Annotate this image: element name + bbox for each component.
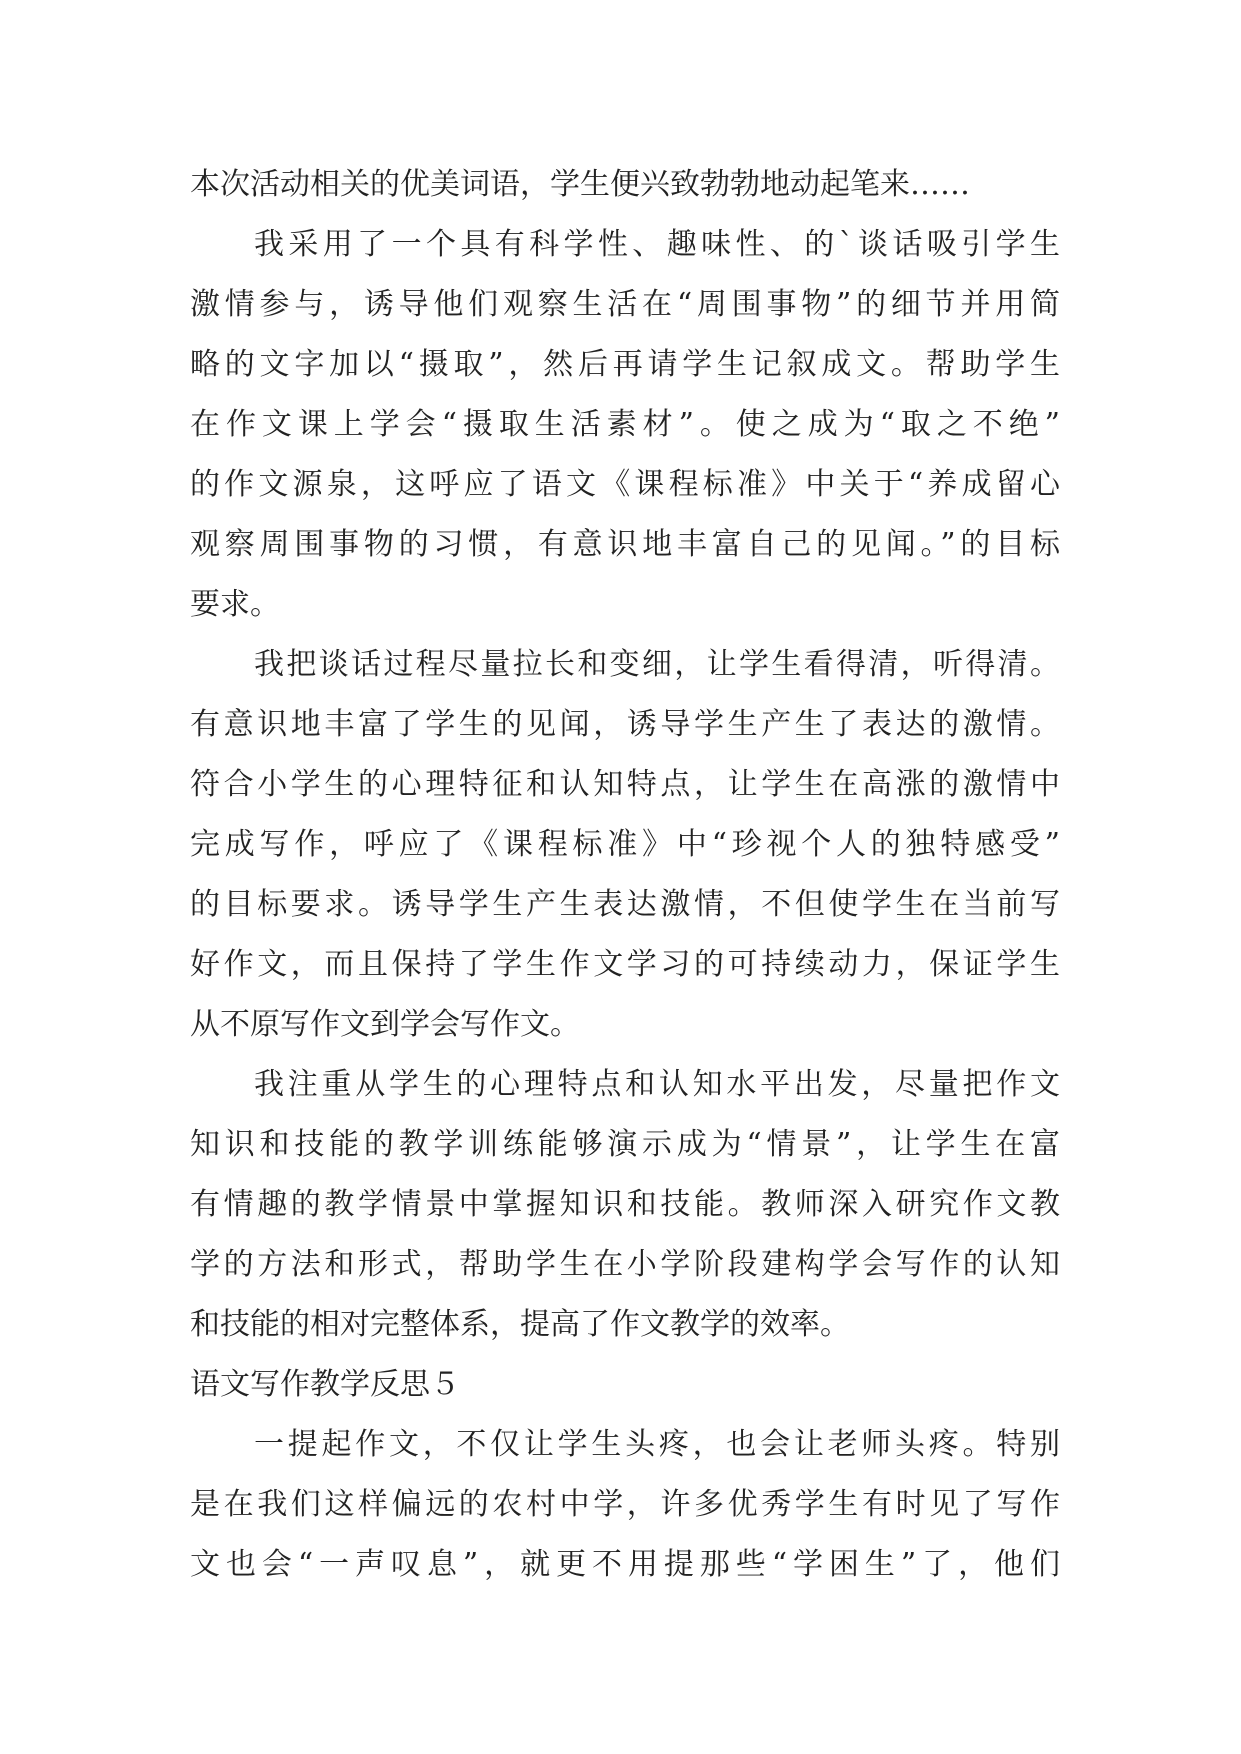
paragraph-continuation xyxy=(190,155,1060,215)
section-heading: 语文写作教学反思５ xyxy=(190,1367,460,1402)
text-line: 一提起作文，不仅让学生头疼，也会让老师头疼。特别 xyxy=(254,1427,1060,1462)
text-line: 的目标要求。诱导学生产生表达激情，不但使学生在当前写 xyxy=(190,887,1060,922)
document-page xyxy=(190,155,1060,1595)
text-line: 从不原写作文到学会写作文。 xyxy=(190,1007,580,1042)
paragraph xyxy=(190,1055,1060,1355)
text-line: 完成写作，呼应了《课程标准》中“珍视个人的独特感受” xyxy=(190,827,1060,862)
text-line: 我把谈话过程尽量拉长和变细，让学生看得清，听得清。 xyxy=(254,647,1060,682)
text-line: 是在我们这样偏远的农村中学，许多优秀学生有时见了写作 xyxy=(190,1487,1060,1522)
text-line: 知识和技能的教学训练能够演示成为“情景”，让学生在富 xyxy=(190,1127,1060,1162)
text-line: 符合小学生的心理特征和认知特点，让学生在高涨的激情中 xyxy=(190,767,1060,802)
text-line: 我注重从学生的心理特点和认知水平出发，尽量把作文 xyxy=(254,1067,1060,1102)
paragraph xyxy=(190,1415,1060,1595)
text-line: 好作文，而且保持了学生作文学习的可持续动力，保证学生 xyxy=(190,947,1060,982)
text-line: 本次活动相关的优美词语，学生便兴致勃勃地动起笔来…… xyxy=(190,167,970,202)
text-line: 学的方法和形式，帮助学生在小学阶段建构学会写作的认知 xyxy=(190,1247,1060,1282)
text-line: 在作文课上学会“摄取生活素材”。使之成为“取之不绝” xyxy=(190,407,1060,442)
text-line: 观察周围事物的习惯，有意识地丰富自己的见闻。”的目标 xyxy=(190,527,1060,562)
text-line: 的作文源泉，这呼应了语文《课程标准》中关于“养成留心 xyxy=(190,467,1060,502)
text-line: 我采用了一个具有科学性、趣味性、的`谈话吸引学生 xyxy=(254,227,1060,262)
text-line: 要求。 xyxy=(190,587,280,622)
text-line: 文也会“一声叹息”，就更不用提那些“学困生”了，他们 xyxy=(190,1547,1060,1582)
text-line: 和技能的相对完整体系，提高了作文教学的效率。 xyxy=(190,1307,850,1342)
text-line: 略的文字加以“摄取”，然后再请学生记叙成文。帮助学生 xyxy=(190,347,1060,382)
paragraph xyxy=(190,215,1060,635)
text-line: 激情参与，诱导他们观察生活在“周围事物”的细节并用简 xyxy=(190,287,1060,322)
paragraph xyxy=(190,635,1060,1055)
text-line: 有情趣的教学情景中掌握知识和技能。教师深入研究作文教 xyxy=(190,1187,1060,1222)
text-line: 有意识地丰富了学生的见闻，诱导学生产生了表达的激情。 xyxy=(190,707,1060,742)
